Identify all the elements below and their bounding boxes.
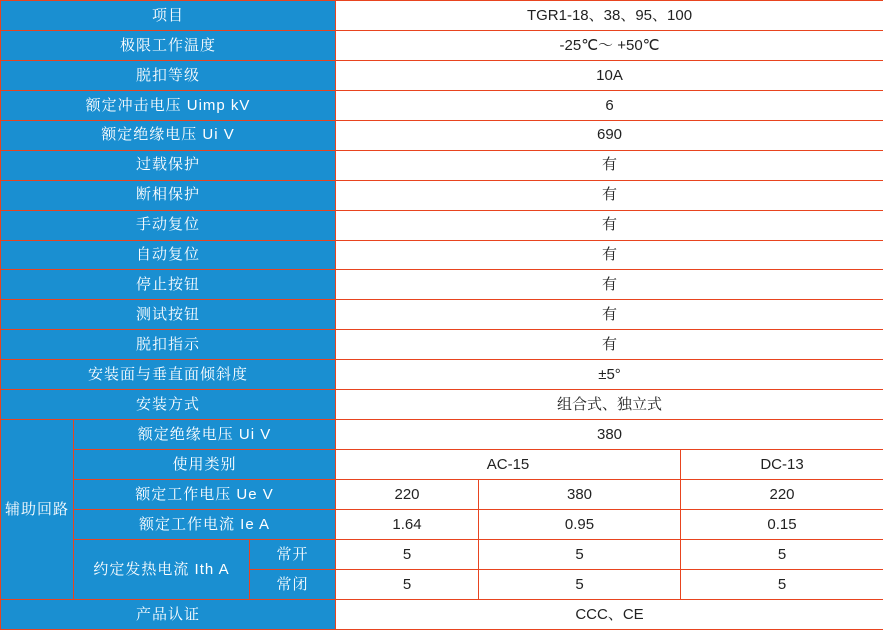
row-value: -25℃～ +50℃: [336, 30, 883, 60]
row-label: 安装方式: [1, 390, 336, 420]
table-row: [1, 30, 883, 60]
thermal-value: 5: [336, 569, 479, 599]
aux-row: [1, 450, 883, 480]
aux-row-label: 额定工作电压 Ue V: [74, 480, 336, 510]
row-label: 脱扣等级: [1, 60, 336, 90]
row-label: 手动复位: [1, 210, 336, 240]
aux-row-label: 额定工作电流 Ie A: [74, 509, 336, 539]
aux-row-value-ac: AC-15: [336, 450, 681, 480]
aux-row-label: 额定绝缘电压 Ui V: [74, 420, 336, 450]
row-label: 自动复位: [1, 240, 336, 270]
row-label: 停止按钮: [1, 270, 336, 300]
thermal-sub-label-nc: 常闭: [250, 569, 336, 599]
thermal-value: 5: [681, 539, 883, 569]
row-value: 有: [336, 210, 883, 240]
row-value: 690: [336, 120, 883, 150]
row-label: 安装面与垂直面倾斜度: [1, 360, 336, 390]
row-label: 额定冲击电压 Uimp kV: [1, 90, 336, 120]
row-label: 测试按钮: [1, 300, 336, 330]
aux-row-value: 0.95: [479, 509, 681, 539]
row-value: 有: [336, 270, 883, 300]
table-row: [1, 1, 883, 31]
row-label: 脱扣指示: [1, 330, 336, 360]
aux-group-label: 辅助回路: [1, 420, 74, 600]
aux-row: [1, 509, 883, 539]
aux-row-value: 220: [681, 480, 883, 510]
row-value: TGR1-18、38、95、100: [336, 1, 883, 31]
row-label: 极限工作温度: [1, 30, 336, 60]
table-row: [1, 150, 883, 180]
row-value: ±5°: [336, 360, 883, 390]
thermal-value: 5: [681, 569, 883, 599]
row-label: 过载保护: [1, 150, 336, 180]
row-label: 断相保护: [1, 180, 336, 210]
row-value: 有: [336, 300, 883, 330]
aux-row-value-dc: DC-13: [681, 450, 883, 480]
table-row: [1, 300, 883, 330]
row-value: 10A: [336, 60, 883, 90]
table-row: [1, 270, 883, 300]
row-value: 组合式、独立式: [336, 390, 883, 420]
footer-value: CCC、CE: [336, 599, 883, 629]
row-label: 项目: [1, 1, 336, 31]
aux-row-value: 220: [336, 480, 479, 510]
row-value: 有: [336, 240, 883, 270]
table-row: [1, 210, 883, 240]
thermal-current-label: 约定发热电流 Ith A: [74, 539, 250, 599]
aux-row: [1, 480, 883, 510]
table-row: [1, 390, 883, 420]
aux-row-label: 使用类别: [74, 450, 336, 480]
table-row: [1, 90, 883, 120]
thermal-value: 5: [479, 539, 681, 569]
row-value: 6: [336, 90, 883, 120]
aux-row-value: 380: [479, 480, 681, 510]
table-row: [1, 330, 883, 360]
row-value: 有: [336, 180, 883, 210]
table-row: [1, 240, 883, 270]
row-label: 额定绝缘电压 Ui V: [1, 120, 336, 150]
table-row: [1, 60, 883, 90]
aux-row-value: 380: [336, 420, 883, 450]
table-row: [1, 360, 883, 390]
table-row-footer: [1, 599, 883, 629]
table-row: [1, 180, 883, 210]
table-row: [1, 120, 883, 150]
aux-row: [1, 420, 883, 450]
row-value: 有: [336, 330, 883, 360]
thermal-sub-label-no: 常开: [250, 539, 336, 569]
row-value: 有: [336, 150, 883, 180]
aux-row-value: 1.64: [336, 509, 479, 539]
thermal-value: 5: [479, 569, 681, 599]
aux-row: [1, 539, 883, 569]
footer-label: 产品认证: [1, 599, 336, 629]
aux-row-value: 0.15: [681, 509, 883, 539]
thermal-value: 5: [336, 539, 479, 569]
